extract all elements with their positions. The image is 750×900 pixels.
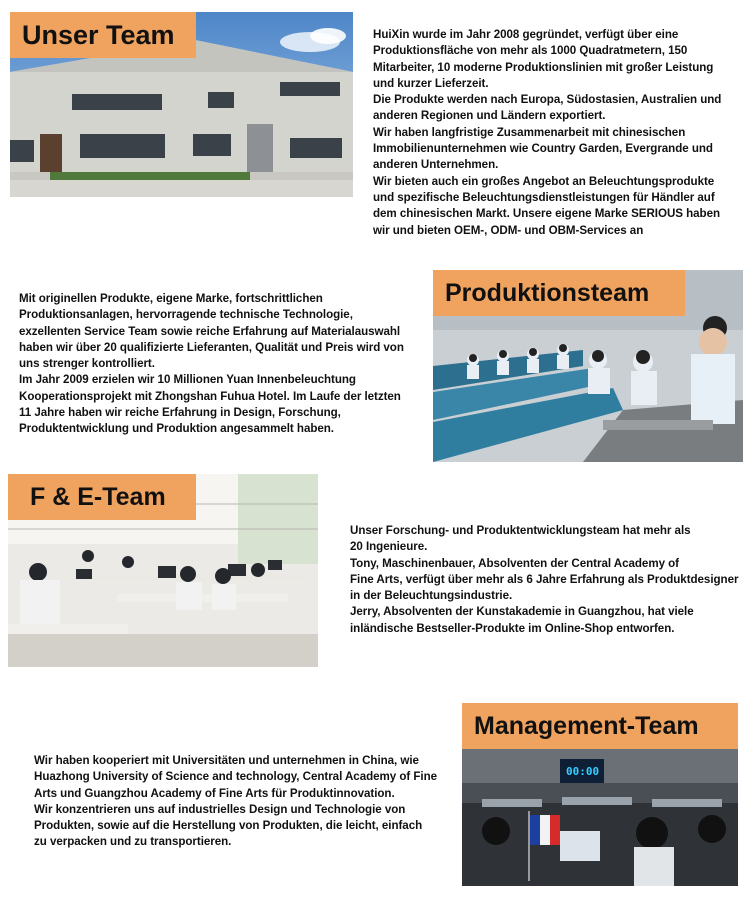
section-heading-unser-team: Unser Team [10,12,196,58]
text-line: dem chinesischen Markt. Unsere eigene Marke SERIOUS haben [373,207,721,221]
text-line: Immobilienunternehmen wie Country Garden, Evergrande und [373,142,713,156]
text-line: 20 Ingenieure. [350,540,428,554]
section-heading-management-team: Management-Team [462,703,738,749]
section-heading-produktionsteam: Produktionsteam [433,270,685,316]
text-line: Jerry, Absolventen der Kunstakademie in Guangzhou, hat viele [350,605,694,619]
section-heading-fe-team: F & E-Team [8,474,196,520]
text-line: Produkten, sowie auf die Herstellung von Produkten, die leicht, einfach [34,819,423,833]
text-line: und kurzer Lieferzeit. [373,76,489,90]
text-line: Arts und Guangzhou Academy of Fine Arts für Produktinnovation. [34,786,395,800]
text-line: Wir konzentrieren uns auf industrielles Design und Technologie von [34,802,406,816]
text-line: Mitarbeiter, 10 moderne Produktionslinien mit großer Leistung [373,60,714,74]
text-line: Unser Forschung- und Produktentwicklungsteam hat mehr als [350,524,691,537]
text-line: Produktentwicklung und Produktion angesammelt haben. [19,422,334,436]
text-line: wir und bieten OEM-, ODM- und OBM-Services an [373,223,644,237]
text-line: anderen Regionen und Ländern exportiert. [373,109,606,123]
text-line: inländische Bestseller-Produkte im Online-Shop entworfen. [350,621,675,635]
text-line: HuiXin wurde im Jahr 2008 gegründet, verfügt über eine [373,28,679,41]
text-line: Die Produkte werden nach Europa, Südostasien, Australien und [373,93,722,107]
section-text-unser-team [373,27,721,239]
text-line: in der Beleuchtungsindustrie. [350,589,513,603]
text-line: Kooperationsprojekt mit Zhongshan Fuhua Hotel. Im Laufe der letzten [19,389,401,403]
wall-clock-display: 00:00 [566,765,600,778]
text-line: Wir haben kooperiert mit Universitäten und unternehmen in China, wie [34,754,419,767]
text-line: Produktionsanlagen, hervorragende technische Technologie, [19,308,353,322]
text-line: Tony, Maschinenbauer, Absolventen der Central Academy of [350,556,679,570]
text-line: Im Jahr 2009 erzielen wir 10 Millionen Yuan Innenbeleuchtung [19,373,356,387]
text-line: exzellenten Service Team sowie reiche Erfahrung auf Materialauswahl [19,324,401,338]
section-text-management-team [34,753,437,851]
text-line: zu verpacken und zu transportieren. [34,835,232,849]
section-text-fe-team [350,523,738,637]
text-line: Produktionsfläche von mehr als 1000 Quadratmetern, 150 [373,44,688,58]
text-line: Mit originellen Produkte, eigene Marke, fortschrittlichen [19,292,323,305]
text-line: haben wir über 20 qualifizierte Lieferanten, Qualität und Preis wird von [19,340,404,354]
text-line: uns strenger kontrolliert. [19,357,155,371]
text-line: Wir haben langfristige Zusammenarbeit mit chinesischen [373,125,686,139]
text-line: 11 Jahre haben wir reiche Erfahrung in Design, Forschung, [19,406,341,420]
text-line: Wir bieten auch ein großes Angebot an Beleuchtungsprodukte [373,174,715,188]
text-line: Huazhong University of Science and technology, Central Academy of Fine [34,770,438,784]
text-line: und spezifische Beleuchtungsdienstleistungen für Händler auf [373,190,715,204]
text-line: anderen Unternehmen. [373,158,499,172]
text-line: Fine Arts, verfügt über mehr als 6 Jahre Erfahrung als Produktdesigner [350,572,739,586]
section-text-produktionsteam [19,291,404,438]
